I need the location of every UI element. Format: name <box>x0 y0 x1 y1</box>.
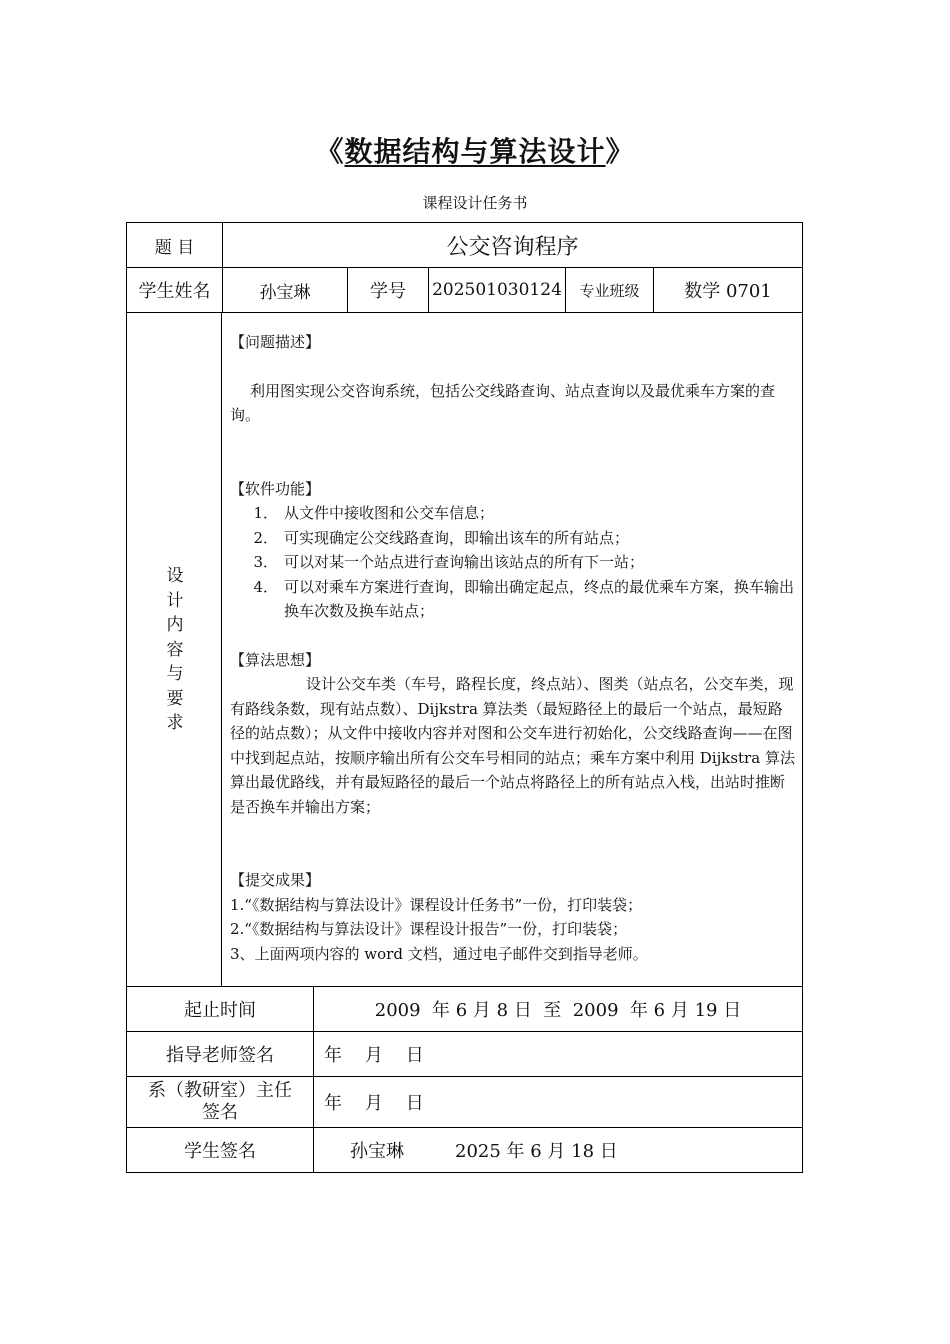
list-item <box>230 501 796 526</box>
director-sign-label <box>127 1077 313 1127</box>
submit-item: 2.“《数据结构与算法设计》课程设计报告”一份，打印装袋； <box>230 920 628 938</box>
student-sign-label: 学生签名 <box>184 1141 256 1162</box>
student-name-label: 学生姓名 <box>138 281 211 302</box>
director-sign-date: 年 月 日 <box>324 1093 424 1114</box>
features-heading: 【软件功能】 <box>230 479 321 498</box>
student-id-label: 学号 <box>370 281 406 302</box>
submit-heading: 【提交成果】 <box>230 871 321 889</box>
student-id-value: 202501030124 <box>432 280 562 300</box>
list-item-number: 2． <box>253 528 278 547</box>
list-item <box>230 575 796 624</box>
list-item-number: 1． <box>253 504 278 522</box>
topic-label: 题 目 <box>154 237 195 258</box>
list-item <box>230 526 796 551</box>
features-list <box>230 501 796 624</box>
document-title <box>0 130 950 170</box>
algorithm-text: 设计公交车类（车号，路程长度，终点站）、图类（站点名，公交车类，现有路线条数，现有站点数）、Dijkstra 算法类（最短路径上的最后一个站点，最短路径的站点数）；从文件中接收内容并对图和公交车进行初始化，公交线路查询——在图中找到起点站，按顺序输出所有公交车号相同的站点；乘车方案中利用 Dijkstra 算法算出最优路线，并有最短路径的最后一个站点将路径上的所有站点入栈，出站时推断是否换车并输出方案； <box>230 675 795 816</box>
problem-heading: 【问题描述】 <box>230 333 321 351</box>
design-label-char: 与 <box>166 664 184 685</box>
design-content-label <box>128 314 222 986</box>
design-label-char: 内 <box>166 615 184 636</box>
director-sign-label-line1: 系（教研室）主任 <box>148 1080 292 1101</box>
list-item-text: 可实现确定公交线路查询，即输出该车的所有站点； <box>284 528 630 547</box>
list-item-text: 从文件中接收图和公交车信息； <box>284 504 495 522</box>
list-item-text: 可以对某一个站点进行查询输出该站点的所有下一站； <box>284 553 645 571</box>
list-item <box>230 550 796 575</box>
title-main: 数据结构与算法设计 <box>344 135 606 168</box>
submit-item: 3、上面两项内容的 word 文档，通过电子邮件交到指导老师。 <box>230 944 648 963</box>
design-label-char: 容 <box>166 639 184 660</box>
algorithm-heading: 【算法思想】 <box>230 650 321 669</box>
design-label-char: 要 <box>166 688 184 709</box>
class-label: 专业班级 <box>579 281 640 300</box>
problem-text: 利用图实现公交咨询系统，包括公交线路查询、站点查询以及最优乘车方案的查询。 <box>230 381 776 424</box>
topic-value: 公交咨询程序 <box>446 234 579 260</box>
design-label-char: 求 <box>166 713 184 734</box>
student-name-value: 孙宝琳 <box>259 282 311 303</box>
design-content <box>230 330 796 966</box>
teacher-sign-date: 年 月 日 <box>324 1045 424 1066</box>
period-label: 起止时间 <box>184 1000 256 1021</box>
table-border-right <box>802 222 803 1173</box>
student-sign-name: 孙宝琳 <box>350 1141 404 1162</box>
list-item-number: 4． <box>253 577 278 596</box>
title-close-bracket: 》 <box>605 135 635 168</box>
list-item-text: 可以对乘车方案进行查询，即输出确定起点，终点的最优乘车方案，换车输出换车次数及换车站点； <box>284 577 795 620</box>
teacher-sign-label: 指导老师签名 <box>166 1045 274 1066</box>
class-value: 数学 0701 <box>684 281 772 302</box>
design-label-char: 计 <box>166 590 184 611</box>
submit-item: 1.“《数据结构与算法设计》课程设计任务书”一份，打印装袋； <box>230 895 643 914</box>
table-row-divider <box>126 312 803 313</box>
document-subtitle: 课程设计任务书 <box>422 194 528 212</box>
design-label-char: 设 <box>166 566 184 587</box>
director-sign-label-line2: 签名 <box>202 1102 238 1123</box>
student-sign-date: 2025 年 6 月 18 日 <box>455 1141 618 1162</box>
period-value: 2009 年 6 月 8 日 至 2009 年 6 月 19 日 <box>374 1000 742 1021</box>
list-item-number: 3． <box>253 553 278 571</box>
title-open-bracket: 《 <box>315 135 345 168</box>
table-border-bottom <box>126 1172 803 1173</box>
